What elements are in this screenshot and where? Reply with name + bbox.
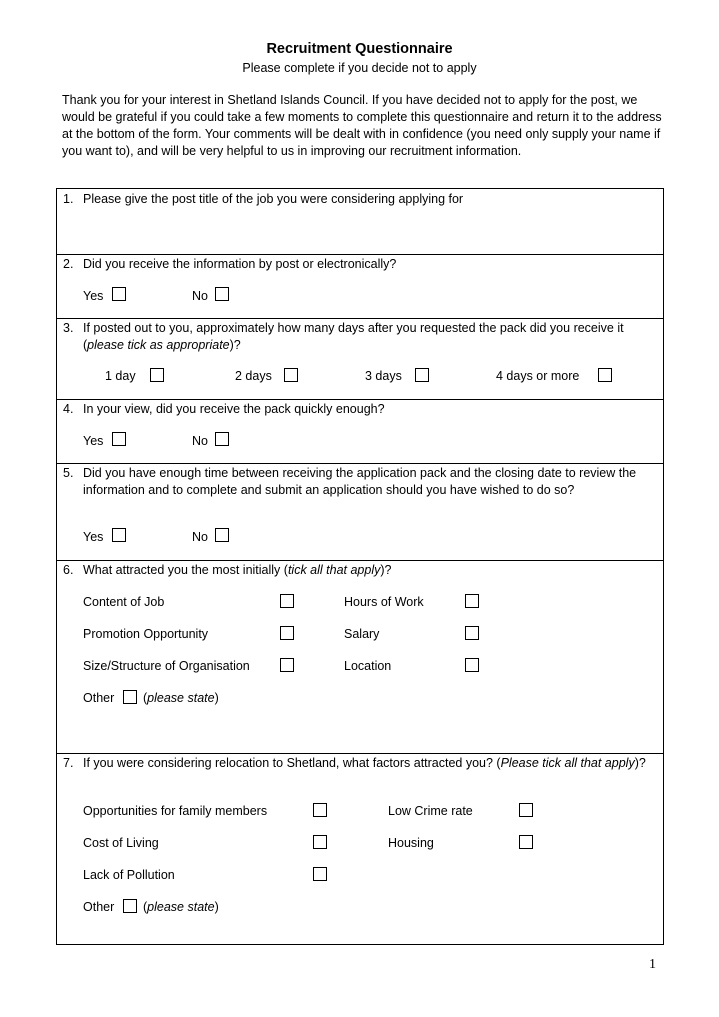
question-number: 7. [63,756,74,770]
yes-checkbox[interactable] [112,432,126,446]
question-6-text: What attracted you the most initially (tick all that apply)? [83,563,392,577]
option-location-label: Location [344,659,392,673]
question-5-box [56,463,664,560]
other-label: Other [83,691,115,705]
page-number: 1 [649,957,656,972]
question-3-box [56,318,664,399]
option-housing-label: Housing [388,836,434,850]
option-content-of-job-label: Content of Job [83,595,165,609]
question-2-box [56,254,664,318]
page-subtitle: Please complete if you decide not to apply [242,61,477,75]
other-note: (please state) [143,691,219,705]
option-location-checkbox[interactable] [465,658,479,672]
option-hours-of-work-checkbox[interactable] [465,594,479,608]
question-3-text: If posted out to you, approximately how many days after you requested the pack did you receive it (please tick as appropriate)? [83,321,624,352]
option-4-days-label: 4 days or more [496,369,580,383]
option-promotion-label: Promotion Opportunity [83,627,209,641]
yes-label: Yes [83,289,104,303]
other-checkbox[interactable] [123,690,137,704]
yes-checkbox[interactable] [112,287,126,301]
yes-checkbox[interactable] [112,528,126,542]
other-note: (please state) [143,900,219,914]
option-family-label: Opportunities for family members [83,804,268,818]
question-4-box [56,399,664,463]
yes-label: Yes [83,530,104,544]
no-checkbox[interactable] [215,287,229,301]
option-1-day-checkbox[interactable] [150,368,164,382]
question-1-box [56,188,664,254]
question-7-box [56,753,664,945]
option-size-structure-label: Size/Structure of Organisation [83,659,250,673]
no-label: No [192,530,208,544]
option-pollution-label: Lack of Pollution [83,868,175,882]
question-1-text: Please give the post title of the job you were considering applying for [83,192,464,206]
option-2-days-checkbox[interactable] [284,368,298,382]
intro-paragraph: Thank you for your interest in Shetland Islands Council. If you have decided not to apply for the post, we would be grateful if you could take a few moments to complete this questionnaire and return it to the address at the bottom of the form. Your comments will be dealt with in confidence (you need only supply your name if you want to), and will be very helpful to us in improving our recruitment information. [62,93,662,158]
option-2-days-label: 2 days [235,369,272,383]
option-pollution-checkbox[interactable] [313,867,327,881]
question-6-box [56,560,664,753]
option-1-day-label: 1 day [105,369,136,383]
no-label: No [192,434,208,448]
option-salary-checkbox[interactable] [465,626,479,640]
question-number: 1. [63,192,74,206]
option-family-checkbox[interactable] [313,803,327,817]
option-3-days-checkbox[interactable] [415,368,429,382]
question-number: 3. [63,321,74,335]
option-cost-of-living-checkbox[interactable] [313,835,327,849]
question-number: 6. [63,563,74,577]
question-4-text: In your view, did you receive the pack quickly enough? [83,402,385,416]
option-hours-of-work-label: Hours of Work [344,595,424,609]
option-low-crime-checkbox[interactable] [519,803,533,817]
option-promotion-checkbox[interactable] [280,626,294,640]
option-salary-label: Salary [344,627,380,641]
question-7-text: If you were considering relocation to Shetland, what factors attracted you? (Please tick all that apply)? [83,756,646,770]
option-housing-checkbox[interactable] [519,835,533,849]
no-checkbox[interactable] [215,432,229,446]
yes-label: Yes [83,434,104,448]
option-cost-of-living-label: Cost of Living [83,836,159,850]
option-4-days-checkbox[interactable] [598,368,612,382]
option-3-days-label: 3 days [365,369,402,383]
page-title: Recruitment Questionnaire [266,41,453,57]
question-5-text: Did you have enough time between receiving the application pack and the closing date to review the information and to complete and submit an application should you have wished to do so? [83,466,637,497]
question-number: 4. [63,402,74,416]
no-label: No [192,289,208,303]
other-label: Other [83,900,115,914]
question-number: 5. [63,466,74,480]
other-checkbox[interactable] [123,899,137,913]
no-checkbox[interactable] [215,528,229,542]
option-low-crime-label: Low Crime rate [388,804,473,818]
question-number: 2. [63,257,74,271]
option-content-of-job-checkbox[interactable] [280,594,294,608]
question-2-text: Did you receive the information by post or electronically? [83,257,397,271]
option-size-structure-checkbox[interactable] [280,658,294,672]
